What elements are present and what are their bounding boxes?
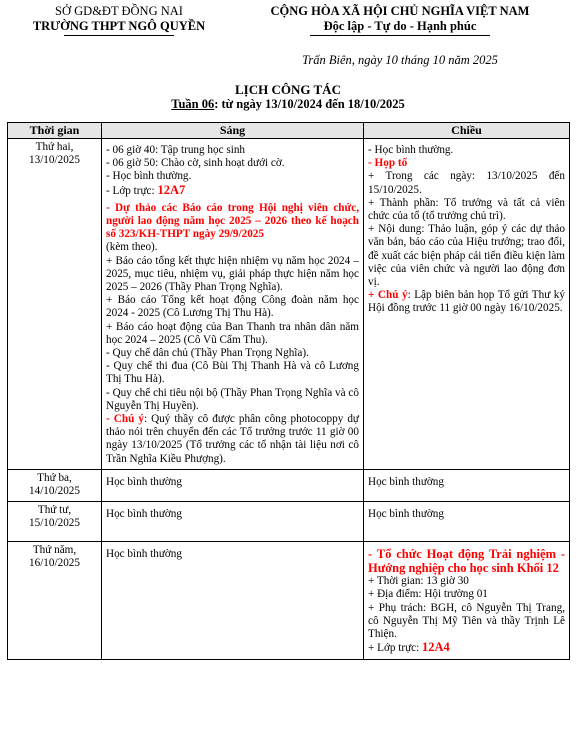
national-motto: Độc lập - Tự do - Hạnh phúc <box>323 19 477 33</box>
motto-underline <box>310 35 490 36</box>
monday-afternoon-cell <box>364 139 570 470</box>
note-label: - Chú ý <box>106 413 144 426</box>
list-item: + Địa điểm: Hội trường 01 <box>368 588 488 601</box>
list-item: + Báo cáo Tổng kết hoạt động Công đoàn năm học 2024 - 2025 (Cô Lương Thị Thu Hà). <box>106 294 359 320</box>
experience-activity-heading: - Tổ chức Hoạt động Trải nghiệm - Hướng nghiệp cho học sinh Khối 12 <box>368 547 565 576</box>
note-text: : Quý thầy cô được phân công photocoppy dự thảo nói trên chuyển đến các Tổ trưởng trước 11 giờ 00 ngày 13/10/2025 (Tổ trưởng các tổ nhận tài liệu nơi cô Trần Nghĩa Kiều Phượng). <box>106 413 359 465</box>
school-underline <box>64 35 174 36</box>
list-item: - Học bình thường. <box>368 144 454 156</box>
day-cell <box>8 502 102 542</box>
day-date: 16/10/2025 <box>29 557 80 570</box>
duty-label: + Lớp trực: <box>368 642 423 655</box>
week-range <box>0 97 576 112</box>
day-name: Thứ hai, <box>35 141 74 153</box>
day-name: Thứ tư, <box>37 504 72 517</box>
list-item: + Thời gian: 13 giờ 30 <box>368 575 469 588</box>
thursday-afternoon-cell <box>364 542 570 659</box>
week-label: Tuần 06 <box>171 97 215 111</box>
note-label: + Chú ý <box>368 289 408 302</box>
list-item: - Quy chế thi đua (Cô Bùi Thị Thanh Hà và cô Lương Thị Thu Hà). <box>106 360 359 386</box>
duty-class-line <box>368 641 565 655</box>
list-item: + Báo cáo tổng kết thực hiện nhiệm vụ năm học 2024 – 2025, mục tiêu, nhiệm vụ, giải pháp thực hiện năm học 2025 – 2026 (Thầy Phan Trọng Nghĩa). <box>106 254 359 294</box>
duty-class-line <box>106 184 359 198</box>
day-cell <box>8 542 102 659</box>
list-item: (kèm theo). <box>106 241 158 254</box>
table-row-wednesday <box>8 502 570 542</box>
list-item: - 06 giờ 50: Chào cờ, sinh hoạt dưới cờ. <box>106 157 285 170</box>
week-dates: : từ ngày 13/10/2024 đến 18/10/2025 <box>214 97 405 111</box>
list-item: - Quy chế dân chủ (Thầy Phan Trọng Nghĩa). <box>106 347 309 360</box>
national-header <box>232 4 568 36</box>
wednesday-afternoon-cell: Học bình thường <box>364 502 570 542</box>
list-item: + Báo cáo hoạt động của Ban Thanh tra nhân dân năm học 2024 – 2025 (Cô Vũ Cẩm Thu). <box>106 320 359 346</box>
list-item: + Trong các ngày: 13/10/2025 đến 15/10/2025. <box>368 170 565 196</box>
list-item: + Phụ trách: BGH, cô Nguyễn Thị Trang, cô Nguyễn Thị Mỹ Tiên và thầy Trịnh Lê Thiện. <box>368 601 565 641</box>
day-cell <box>8 469 102 501</box>
team-meeting-heading: - Họp tổ <box>368 157 408 170</box>
duty-class: 12A4 <box>422 640 450 655</box>
table-row-tuesday <box>8 469 570 501</box>
tuesday-morning-cell: Học bình thường <box>102 469 364 501</box>
day-cell <box>8 139 102 470</box>
header-morning: Sáng <box>102 123 364 139</box>
list-item: + Thành phần: Tổ trưởng và tất cả viên chức của tổ (tổ trưởng chủ trì). <box>368 196 565 223</box>
monday-morning-cell <box>102 139 364 470</box>
header-time: Thời gian <box>8 123 102 139</box>
table-row-thursday <box>8 542 570 659</box>
list-item: - 06 giờ 40: Tập trung học sinh <box>106 144 246 156</box>
draft-reports-heading: - Dự thảo các Báo cáo trong Hội nghị viên chức, người lao động năm học 2025 – 2026 theo kế hoạch số 323/KH-THPT ngày 29/9/2025 <box>106 201 359 241</box>
place-date: Trấn Biên, ngày 10 tháng 10 năm 2025 <box>302 53 498 67</box>
department-name: SỞ GD&ĐT ĐỒNG NAI <box>55 4 183 18</box>
table-header-row <box>8 123 570 139</box>
day-date: 14/10/2025 <box>29 485 80 498</box>
day-date: 15/10/2025 <box>29 517 80 530</box>
schedule-table <box>7 122 570 660</box>
school-name: TRƯỜNG THPT NGÔ QUYỀN <box>32 19 206 33</box>
document-title: LỊCH CÔNG TÁC <box>235 82 341 97</box>
day-name: Thứ năm, <box>32 544 77 557</box>
tuesday-afternoon-cell: Học bình thường <box>364 469 570 501</box>
duty-label: - Lớp trực: <box>106 184 158 197</box>
thursday-morning-cell: Học bình thường <box>102 542 364 659</box>
table-row-monday <box>8 139 570 470</box>
note-line <box>106 413 359 466</box>
note-text: : Lập biên bản họp Tổ gửi Thư ký Hội đồng trước 11 giờ 00 ngày 16/10/2025. <box>368 289 565 315</box>
note-line <box>368 289 565 315</box>
list-item: + Nội dung: Thảo luận, góp ý các dự thảo văn bản, báo cáo của Hiệu trưởng; trao đổi, đề xuất các biện pháp cải tiến điều kiện làm việc của viên chức và người lao động đơn vị. <box>368 223 565 289</box>
list-item: - Quy chế chi tiêu nội bộ (Thầy Phan Trọng Nghĩa và cô Nguyễn Thị Huyền). <box>106 386 359 412</box>
day-name: Thứ ba, <box>37 471 72 484</box>
day-date: 13/10/2025 <box>29 154 80 167</box>
nation-name: CỘNG HÒA XÃ HỘI CHỦ NGHĨA VIỆT NAM <box>270 4 530 18</box>
agency-header <box>8 4 230 36</box>
wednesday-morning-cell: Học bình thường <box>102 502 364 542</box>
header-afternoon: Chiều <box>364 123 570 139</box>
list-item: - Học bình thường. <box>106 170 192 183</box>
duty-class: 12A7 <box>157 182 186 197</box>
